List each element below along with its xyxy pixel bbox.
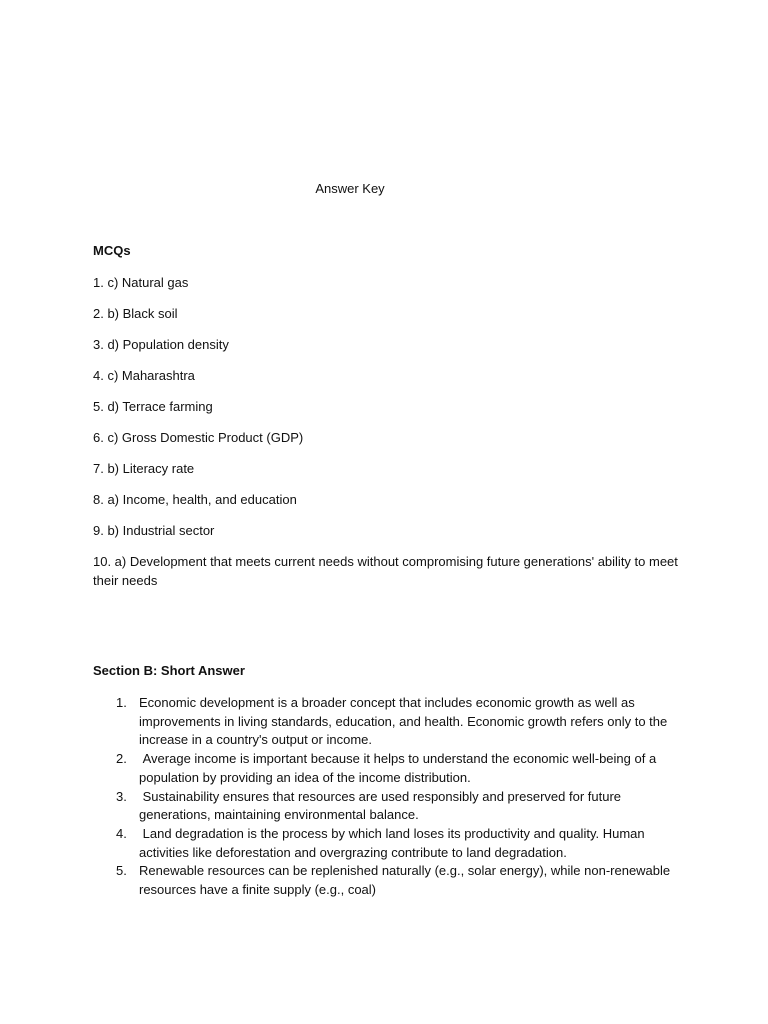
short-answer-number: 4. <box>116 825 127 841</box>
mcq-answer-list <box>93 273 683 602</box>
short-answer-item-1 <box>93 694 683 750</box>
short-answer-number: 1. <box>116 695 127 710</box>
mcq-heading: MCQs <box>93 243 131 258</box>
short-answer-text: Renewable resources can be replenished naturally (e.g., solar energy), while non-renewable resources have a finite supply (e.g., coal) <box>139 863 671 898</box>
short-answer-item-3 <box>93 788 683 825</box>
short-answer-text: Sustainability ensures that resources are used responsibly and preserved for future generations, maintaining environmental balance. <box>139 788 625 823</box>
mcq-answer-6: 6. c) Gross Domestic Product (GDP) <box>93 430 304 445</box>
mcq-answer-4: 4. c) Maharashtra <box>93 368 195 383</box>
short-answer-text: Average income is important because it helps to understand the economic well-being of a population by providing an idea of the income distribution. <box>139 751 660 785</box>
short-answer-text: Land degradation is the process by which land loses its productivity and quality. Human activities like deforestation and overgrazing contribute to land degradation. <box>139 825 649 860</box>
short-answer-item-5 <box>93 862 683 899</box>
mcq-answer-2: 2. b) Black soil <box>93 306 178 321</box>
mcq-answer-7: 7. b) Literacy rate <box>93 461 195 476</box>
short-answer-number: 2. <box>116 751 127 767</box>
mcq-answer-8: 8. a) Income, health, and education <box>93 492 297 507</box>
document-title: Answer Key <box>315 181 385 196</box>
mcq-answer-10: 10. a) Development that meets current needs without compromising future generations' ability to meet their needs <box>93 554 678 588</box>
short-answer-item-2 <box>93 750 683 787</box>
short-answer-text: Economic development is a broader concept that includes economic growth as well as improvements in living standards, education, and health. Economic growth refers only to the increase in a country's output or income. <box>139 695 668 748</box>
short-answer-heading: Section B: Short Answer <box>93 663 245 678</box>
mcq-answer-5: 5. d) Terrace farming <box>93 399 213 414</box>
mcq-answer-9: 9. b) Industrial sector <box>93 523 215 538</box>
short-answer-number: 5. <box>116 863 127 879</box>
mcq-answer-1: 1. c) Natural gas <box>93 275 189 290</box>
short-answer-list <box>93 694 683 900</box>
short-answer-number: 3. <box>116 788 127 804</box>
short-answer-item-4 <box>93 825 683 862</box>
mcq-answer-3: 3. d) Population density <box>93 337 229 352</box>
